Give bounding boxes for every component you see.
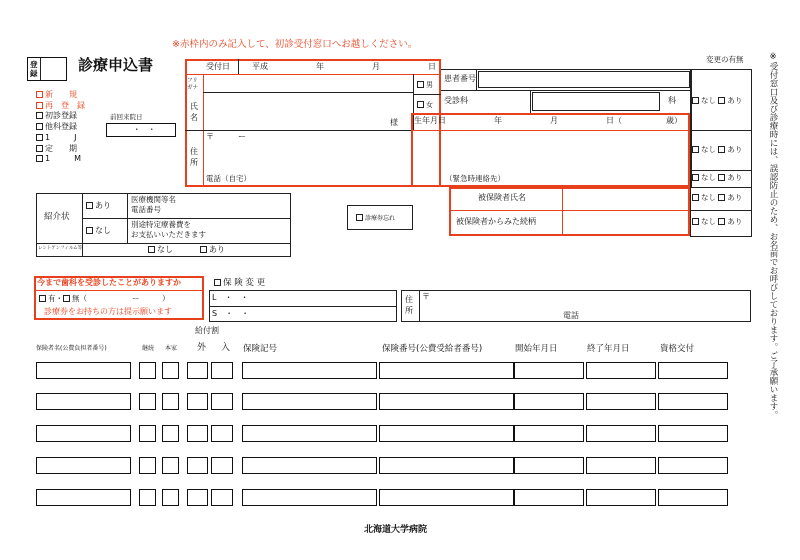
emergency-label: （緊急時連絡先） (445, 174, 505, 183)
referral-label: 紹介状 (44, 212, 70, 222)
phone-home-label: 電話（自宅） (206, 174, 251, 183)
xray-label: レントゲンフィルム等 (38, 246, 83, 251)
insurance-cell-r2-c6[interactable] (242, 393, 377, 410)
change-row-2[interactable]: なし あり (692, 146, 742, 154)
instruction-text: ※赤枠内のみ記入して、初診受付窓口へお越しください。 (172, 39, 418, 50)
col-symbol: 保険記号 (243, 344, 278, 354)
insurance-cell-r5-c10[interactable] (658, 489, 728, 506)
insurance-cell-r3-c3[interactable] (162, 425, 179, 442)
insurance-cell-r5-c5[interactable] (211, 489, 233, 506)
ins-addr-bottom: 所 (405, 306, 413, 315)
change-row-3[interactable]: なし あり (692, 174, 742, 182)
change-row-1[interactable]: なし あり (692, 97, 742, 105)
relation-field[interactable] (564, 212, 688, 234)
referral-no[interactable]: なし (86, 227, 111, 235)
touroku-label-bottom: 録 (30, 69, 38, 78)
col-inpatient: 入 (221, 343, 231, 353)
postal-code-field[interactable]: 〒 ー (206, 132, 246, 141)
insurance-cell-r2-c4[interactable] (187, 393, 208, 410)
ins-addr-top: 住 (405, 295, 413, 304)
insurance-cell-r4-c9[interactable] (586, 457, 656, 474)
address-label-top: 住 (190, 147, 198, 156)
insurance-cell-r1-c3[interactable] (162, 362, 179, 379)
forgot-card-box[interactable] (347, 205, 413, 230)
reception-day: 日 (428, 62, 436, 71)
furigana-label: フリガナ (187, 78, 199, 91)
insured-name-field[interactable] (564, 189, 688, 208)
insurance-cell-r1-c10[interactable] (658, 362, 728, 379)
insurance-cell-r4-c10[interactable] (658, 457, 728, 474)
patient-no-label: 患者番号 (444, 74, 476, 83)
insurance-cell-r3-c1[interactable] (36, 425, 131, 442)
birth-label: 生年月日 (414, 116, 446, 125)
insurance-cell-r2-c1[interactable] (36, 393, 131, 410)
insurance-cell-r2-c7[interactable] (379, 393, 514, 410)
address-label-bottom: 所 (190, 158, 198, 167)
insurance-cell-r2-c5[interactable] (211, 393, 233, 410)
reg-1m[interactable]: 1 M (36, 154, 85, 165)
dental-answer[interactable]: 有・ 無（ ー ） (39, 295, 170, 303)
ins-postal: 〒 (422, 292, 430, 301)
fee-note-line2: お支払いいただきます (131, 230, 206, 239)
name-label-top: 氏 (190, 102, 198, 111)
insurance-cell-r1-c8[interactable] (514, 362, 584, 379)
insurance-cell-r5-c2[interactable] (139, 489, 156, 506)
last-visit-field[interactable]: ・ ・ (106, 123, 176, 137)
insurance-cell-r3-c5[interactable] (211, 425, 233, 442)
reception-label: 受付日 (206, 62, 230, 71)
xray-none[interactable]: なし (148, 246, 173, 254)
sex-female[interactable]: 女 (417, 101, 433, 109)
insurance-cell-r3-c8[interactable] (514, 425, 584, 442)
side-note: ※受付窓口及び診療時には、誤認防止のため、お名前でお呼びしております。ご了承願います。 (768, 52, 778, 419)
kyufu-label: 給付割 (195, 326, 219, 335)
last-visit-label: 前回来院日 (110, 113, 143, 121)
insurance-cell-r4-c4[interactable] (187, 457, 208, 474)
change-row-5[interactable]: なし あり (692, 218, 742, 226)
birth-day: 日（ (606, 116, 622, 125)
forgot-card-label: 診療券忘れ (365, 215, 396, 222)
change-date-s: S ・ ・ (212, 309, 250, 318)
col-start: 開始年月日 (515, 344, 558, 354)
reception-month: 月 (372, 62, 380, 71)
dental-notice: 診療券をお持ちの方は提示願います (44, 307, 172, 316)
dept-label: 受診科 (444, 96, 468, 105)
name-label-bottom: 名 (190, 113, 198, 122)
insurance-cell-r3-c9[interactable] (586, 425, 656, 442)
registration-box[interactable] (27, 57, 67, 81)
insurance-cell-r2-c8[interactable] (514, 393, 584, 410)
reception-era: 平成 (252, 62, 268, 71)
referral-yes[interactable]: あり (86, 202, 111, 210)
insurance-cell-r4-c1[interactable] (36, 457, 131, 474)
col-insurer: 保険者名(公費負担者番号) (36, 345, 107, 352)
insurance-cell-r5-c1[interactable] (36, 489, 131, 506)
institution-name-label: 医療機関等名 (131, 195, 176, 204)
insurance-cell-r4-c6[interactable] (242, 457, 377, 474)
form-title: 診療申込書 (78, 56, 154, 74)
xray-yes[interactable]: あり (200, 246, 225, 254)
insurance-cell-r1-c4[interactable] (187, 362, 208, 379)
furigana-field[interactable] (205, 76, 411, 90)
insurance-cell-r3-c2[interactable] (139, 425, 156, 442)
col-outpatient: 外 (197, 343, 207, 353)
sex-male[interactable]: 男 (417, 81, 433, 89)
insurance-cell-r5-c3[interactable] (162, 489, 179, 506)
reception-year: 年 (316, 62, 324, 71)
insurance-cell-r3-c10[interactable] (658, 425, 728, 442)
sama-label: 様 (390, 118, 398, 127)
insurance-cell-r4-c2[interactable] (139, 457, 156, 474)
patient-no-field[interactable] (478, 71, 690, 88)
col-continue: 継続 (142, 345, 155, 352)
dental-question: 今まで歯科を受診したことがありますか (37, 278, 181, 287)
reg-reregister[interactable]: 再 登 録 (36, 101, 85, 112)
dept-field[interactable] (532, 92, 660, 111)
insurance-cell-r4-c3[interactable] (162, 457, 179, 474)
col-qualification: 資格交付 (660, 344, 695, 354)
birth-year: 年 (494, 116, 502, 125)
insurance-cell-r3-c7[interactable] (379, 425, 514, 442)
insurance-change-check[interactable]: 保 険 変 更 (214, 279, 265, 288)
insurance-cell-r2-c3[interactable] (162, 393, 179, 410)
change-row-4[interactable]: なし あり (692, 194, 742, 202)
insurance-cell-r5-c8[interactable] (514, 489, 584, 506)
reg-new[interactable]: 新 規 (36, 90, 85, 101)
name-field[interactable] (205, 94, 385, 128)
insurance-cell-r3-c6[interactable] (242, 425, 377, 442)
insurance-cell-r5-c4[interactable] (187, 489, 208, 506)
insurance-cell-r2-c10[interactable] (658, 393, 728, 410)
birth-month: 月 (550, 116, 558, 125)
reg-regular[interactable]: 定 期 (36, 144, 85, 155)
insurance-cell-r1-c9[interactable] (586, 362, 656, 379)
footer-hospital: 北海道大学病院 (364, 525, 428, 535)
col-number: 保険番号(公費受給者番号) (382, 344, 483, 354)
insurance-cell-r4-c8[interactable] (514, 457, 584, 474)
insurance-cell-r5-c9[interactable] (586, 489, 656, 506)
registration-type-list (36, 90, 85, 165)
insured-name-label: 被保険者氏名 (478, 193, 526, 202)
institution-phone-label: 電話番号 (131, 205, 161, 214)
reg-other-dept[interactable]: 他科登録 (36, 122, 85, 133)
insurance-cell-r1-c1[interactable] (36, 362, 131, 379)
insurance-cell-r4-c7[interactable] (379, 457, 514, 474)
change-header: 変更の有無 (706, 55, 744, 64)
insurance-cell-r1-c2[interactable] (139, 362, 156, 379)
col-honke: 本家 (165, 345, 178, 352)
reg-first-visit[interactable]: 初診登録 (36, 111, 85, 122)
col-end: 終了年月日 (587, 344, 630, 354)
reg-1j[interactable]: 1 J (36, 133, 85, 144)
insurance-cell-r5-c6[interactable] (242, 489, 377, 506)
ins-phone-label: 電話 (563, 311, 579, 320)
insurance-cell-r4-c5[interactable] (211, 457, 233, 474)
insurance-cell-r1-c7[interactable] (379, 362, 514, 379)
relation-label: 被保険者からみた続柄 (456, 217, 536, 226)
insurance-cell-r1-c5[interactable] (211, 362, 233, 379)
insurance-cell-r2-c2[interactable] (139, 393, 156, 410)
insurance-cell-r1-c6[interactable] (242, 362, 377, 379)
ka-label: 科 (668, 96, 676, 105)
insurance-cell-r5-c7[interactable] (379, 489, 514, 506)
insurance-cell-r3-c4[interactable] (187, 425, 208, 442)
touroku-label-top: 登 (30, 60, 38, 69)
insurance-cell-r2-c9[interactable] (586, 393, 656, 410)
birth-age: 歳） (666, 116, 682, 125)
fee-note-line1: 別途特定療養費を (131, 220, 191, 229)
change-date-l: L ・ ・ (212, 293, 249, 302)
